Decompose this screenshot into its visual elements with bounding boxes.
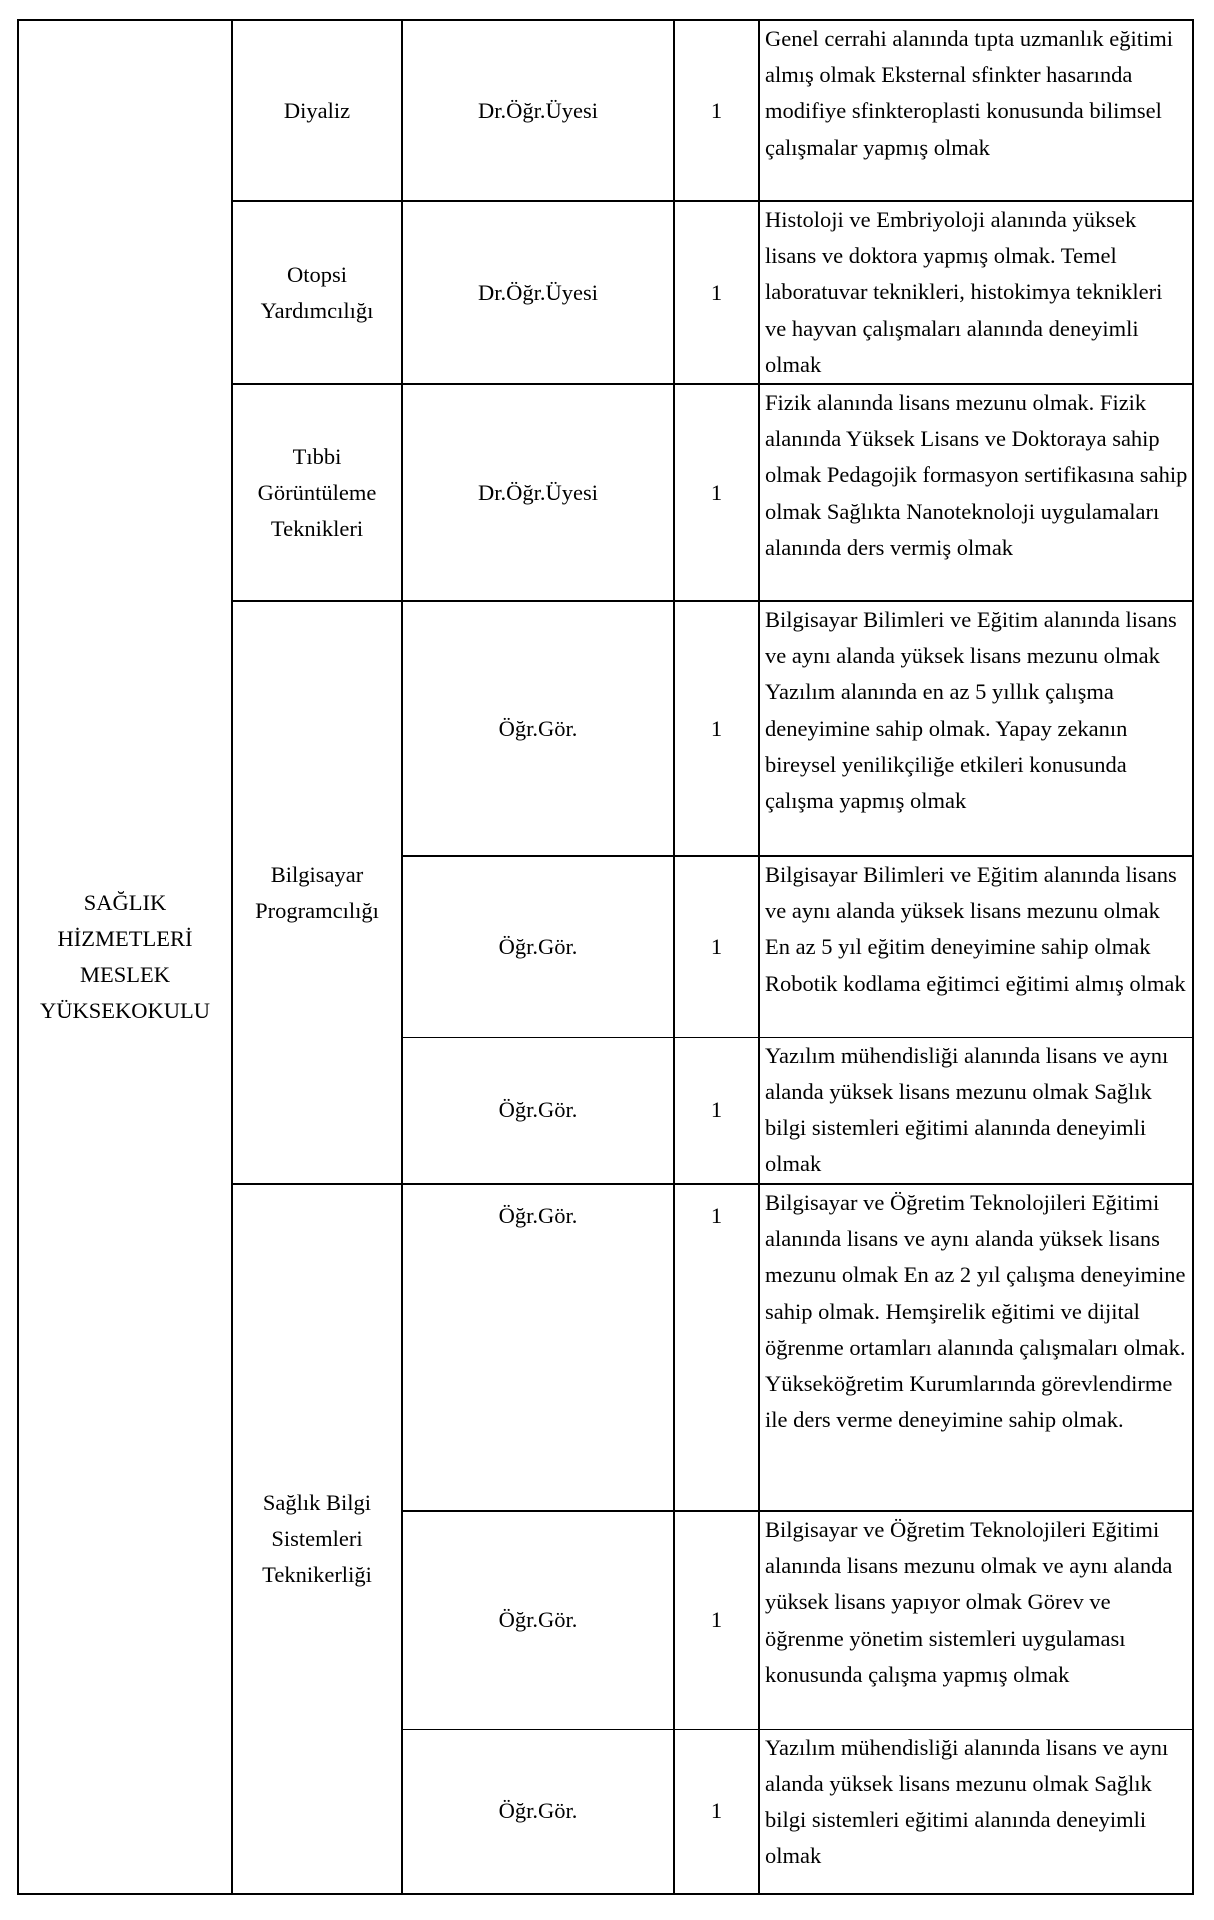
position-count-cell — [674, 20, 759, 201]
position-count-cell — [674, 1729, 759, 1894]
position-count-cell — [674, 1037, 759, 1184]
program-name-cell — [232, 20, 402, 201]
position-title-cell — [402, 856, 674, 1037]
requirements-cell — [759, 1184, 1193, 1511]
requirements-cell — [759, 384, 1193, 601]
position-count: 1 — [710, 97, 723, 123]
position-count: 1 — [710, 1097, 723, 1123]
requirements-text: Bilgisayar Bilimleri ve Eğitim alanında lisans ve aynı alanda yüksek lisans mezunu olmak Yazılım alanında en az 5 yıllık çalışma deneyimine sahip olmak. Yapay zekanın bireysel yenilikçiliğe etkileri konusunda çalışma yapmış olmak — [765, 607, 1177, 814]
program-name: Tıbbi Görüntüleme Teknikleri — [257, 443, 377, 541]
position-count: 1 — [710, 1203, 723, 1229]
position-title-cell — [402, 1037, 674, 1184]
program-name: Otopsi Yardımcılığı — [260, 261, 374, 323]
requirements-cell — [759, 1729, 1193, 1894]
position-title-cell — [402, 201, 674, 384]
requirements-cell — [759, 1511, 1193, 1729]
position-count: 1 — [710, 715, 723, 741]
program-name-cell — [232, 384, 402, 601]
position-count-cell — [674, 384, 759, 601]
position-title-cell — [402, 1511, 674, 1729]
requirements-cell — [759, 1037, 1193, 1184]
position-title-cell — [402, 384, 674, 601]
position-count: 1 — [710, 933, 723, 959]
position-title-cell — [402, 1729, 674, 1894]
position-title: Öğr.Gör. — [498, 1097, 578, 1123]
position-title-cell — [402, 601, 674, 856]
table-row — [18, 20, 1193, 201]
position-title-cell — [402, 1184, 674, 1511]
requirements-cell — [759, 201, 1193, 384]
requirements-text: Genel cerrahi alanında tıpta uzmanlık eğitimi almış olmak Eksternal sfinkter hasarında modifiye sfinkteroplasti konusunda bilimsel çalışmalar yapmış olmak — [765, 26, 1173, 160]
school-name: SAĞLIK HİZMETLERİ MESLEK YÜKSEKOKULU — [40, 890, 210, 1023]
position-title: Dr.Öğr.Üyesi — [478, 97, 598, 123]
position-count-cell — [674, 601, 759, 856]
position-count-cell — [674, 1511, 759, 1729]
position-title: Öğr.Gör. — [498, 1607, 578, 1633]
requirements-text: Bilgisayar ve Öğretim Teknolojileri Eğitimi alanında lisans mezunu olmak ve aynı alanda yüksek lisans yapıyor olmak Görev ve öğrenme yönetim sistemleri uygulaması konusunda çalışma yapmış olmak — [765, 1517, 1173, 1687]
requirements-text: Yazılım mühendisliği alanında lisans ve aynı alanda yüksek lisans mezunu olmak Sağlık bilgi sistemleri eğitimi alanında deneyimli olmak — [765, 1042, 1169, 1177]
position-count: 1 — [710, 479, 723, 505]
requirements-text: Yazılım mühendisliği alanında lisans ve aynı alanda yüksek lisans mezunu olmak Sağlık bilgi sistemleri eğitimi alanında deneyimli olmak — [765, 1734, 1169, 1869]
position-title: Öğr.Gör. — [498, 715, 578, 741]
program-name-cell — [232, 201, 402, 384]
position-count-cell — [674, 201, 759, 384]
staff-positions-table — [17, 19, 1194, 1895]
position-count-cell — [674, 1184, 759, 1511]
requirements-text: Histoloji ve Embriyoloji alanında yüksek lisans ve doktora yapmış olmak. Temel laboratuvar teknikleri, histokimya teknikleri ve hayvan çalışmaları alanında deneyimli olmak — [765, 207, 1163, 377]
program-name: Diyaliz — [283, 97, 351, 123]
position-title: Dr.Öğr.Üyesi — [478, 279, 598, 305]
program-name-cell — [232, 601, 402, 1184]
position-count: 1 — [710, 1607, 723, 1633]
requirements-cell — [759, 20, 1193, 201]
requirements-cell — [759, 601, 1193, 856]
position-count: 1 — [710, 1798, 723, 1824]
position-title: Öğr.Gör. — [498, 933, 578, 959]
position-title: Öğr.Gör. — [498, 1798, 578, 1824]
program-name-cell — [232, 1184, 402, 1894]
position-count: 1 — [710, 279, 723, 305]
position-title: Öğr.Gör. — [498, 1203, 578, 1229]
requirements-text: Fizik alanında lisans mezunu olmak. Fizik alanında Yüksek Lisans ve Doktoraya sahip olmak Pedagojik formasyon sertifikasına sahip olmak Sağlıkta Nanoteknoloji uygulamaları alanında ders vermiş olmak — [765, 390, 1188, 560]
position-title: Dr.Öğr.Üyesi — [478, 479, 598, 505]
requirements-cell — [759, 856, 1193, 1037]
school-name-cell — [18, 20, 232, 1894]
program-name: Bilgisayar Programcılığı — [255, 861, 379, 923]
position-title-cell — [402, 20, 674, 201]
requirements-text: Bilgisayar Bilimleri ve Eğitim alanında lisans ve aynı alanda yüksek lisans mezunu olmak En az 5 yıl eğitim deneyimine sahip olmak Robotik kodlama eğitimci eğitimi almış olmak — [765, 862, 1186, 996]
program-name: Sağlık Bilgi Sistemleri Teknikerliği — [262, 1490, 372, 1588]
requirements-text: Bilgisayar ve Öğretim Teknolojileri Eğitimi alanında lisans ve aynı alanda yüksek lisans mezunu olmak En az 2 yıl çalışma deneyimine sahip olmak. Hemşirelik eğitimi ve dijital öğrenme ortamları alanında çalışmaları olmak. Yükseköğretim Kurumlarında görevlendirme ile ders verme deneyimine sahip olmak. — [765, 1190, 1186, 1433]
position-count-cell — [674, 856, 759, 1037]
